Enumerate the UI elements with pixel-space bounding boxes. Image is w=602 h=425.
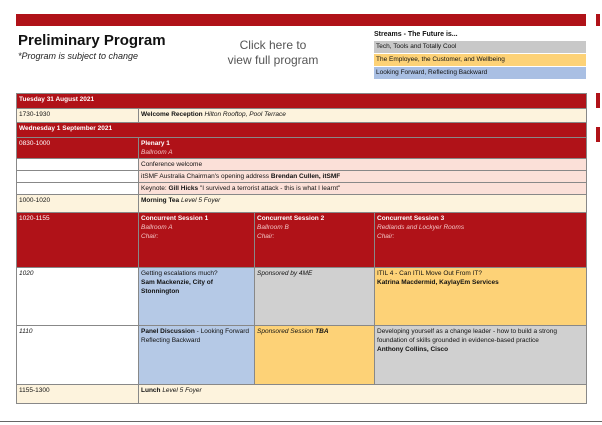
event-location: Hilton Rooftop, Pool Terrace: [204, 111, 286, 118]
keynote-quote: "I survived a terrorist attack - this is what I learnt": [199, 185, 341, 192]
page-title: Preliminary Program: [18, 32, 166, 49]
session-title: Concurrent Session 1: [141, 215, 209, 222]
session-speaker: Sam Mackenzie, City of Stonnington: [141, 279, 213, 295]
day-header: Tuesday 31 August 2021: [17, 94, 587, 109]
time-cell: 1020-1155: [17, 213, 139, 268]
table-row: [17, 109, 587, 123]
session-title: Concurrent Session 3: [377, 215, 445, 222]
slot-time: 1110: [19, 328, 33, 335]
event-title: Plenary 1: [141, 140, 170, 147]
session-header-cell: [375, 213, 587, 268]
session-cell: [139, 326, 255, 385]
session-chair: Chair:: [257, 233, 275, 240]
session-title: ITIL 4 - Can ITIL Move Out From IT?: [377, 270, 482, 277]
event-cell: [139, 171, 587, 183]
day-header-row: [17, 123, 587, 138]
table-row: [17, 183, 587, 195]
header-banner-strip: [16, 14, 586, 26]
session-title: Getting escalations much?: [141, 270, 218, 277]
event-title: Morning Tea: [141, 197, 180, 204]
streams-title: Streams - The Future is...: [374, 31, 458, 38]
link-line-2[interactable]: view full program: [227, 53, 319, 67]
time-cell: 1730-1930: [17, 109, 139, 123]
event-location: Level 5 Foyer: [162, 387, 202, 394]
session-header-cell: [255, 213, 375, 268]
event-cell: [139, 183, 587, 195]
program-table: [16, 93, 587, 404]
table-row: [17, 213, 587, 268]
table-row: [17, 159, 587, 171]
slot-time: 1020: [19, 270, 34, 277]
table-row: [17, 195, 587, 213]
day-header: Wednesday 1 September 2021: [17, 123, 587, 138]
session-title-rest: - Looking Forward Reflecting Backward: [141, 328, 250, 344]
time-cell: [17, 268, 139, 326]
table-row: [17, 385, 587, 404]
event-text: itSMF Australia Chairman's opening address: [141, 173, 270, 180]
session-cell: [255, 326, 375, 385]
stream-tech: Tech, Tools and Totally Cool: [374, 41, 586, 53]
session-chair: Chair:: [377, 233, 395, 240]
session-room: Redlands and Lockyer Rooms: [377, 224, 465, 231]
session-header-cell: [139, 213, 255, 268]
bottom-divider: [0, 421, 602, 422]
keynote-speaker: Gill Hicks: [168, 185, 199, 192]
session-cell: [139, 268, 255, 326]
table-row: [17, 138, 587, 159]
time-cell: [17, 171, 139, 183]
event-speaker: Brendan Cullen, itSMF: [270, 173, 341, 180]
event-cell: [139, 195, 587, 213]
session-room: Ballroom B: [257, 224, 289, 231]
session-speaker: Anthony Collins, Cisco: [377, 346, 449, 353]
event-title: Lunch: [141, 387, 161, 394]
event-cell: [139, 138, 587, 159]
session-title: Developing yourself as a change leader - how to build a strong foundation of skills grounded in evidence-based practice: [377, 328, 557, 344]
session-chair: Chair:: [141, 233, 159, 240]
right-edge-marker: [596, 14, 600, 26]
event-location: Level 5 Foyer: [180, 197, 221, 204]
stream-employee: The Employee, the Customer, and Wellbeing: [374, 54, 586, 66]
stream-looking-forward: Looking Forward, Reflecting Backward: [374, 67, 586, 79]
table-row: [17, 171, 587, 183]
session-sponsor: Sponsored Session: [257, 328, 314, 335]
link-line-1[interactable]: Click here to: [239, 38, 307, 52]
view-full-program-link[interactable]: [218, 38, 328, 68]
event-cell: Conference welcome: [139, 159, 587, 171]
time-cell: 1000-1020: [17, 195, 139, 213]
event-location: Ballroom A: [141, 149, 173, 156]
time-cell: [17, 159, 139, 171]
session-room: Ballroom A: [141, 224, 173, 231]
session-cell: [375, 268, 587, 326]
right-edge-marker: [596, 93, 600, 108]
time-cell: [17, 183, 139, 195]
right-edge-marker: [596, 127, 600, 142]
session-title: Concurrent Session 2: [257, 215, 325, 222]
session-sponsor-tbd: TBA: [315, 328, 329, 335]
event-cell: [139, 109, 587, 123]
session-cell: [375, 326, 587, 385]
session-speaker: Katrina Macdermid, KaylayEm Services: [377, 279, 499, 286]
table-row: [17, 268, 587, 326]
session-sponsor: Sponsored by 4ME: [257, 270, 313, 277]
streams-legend: [374, 30, 586, 79]
page-subtitle: *Program is subject to change: [18, 51, 139, 61]
event-title: Welcome Reception: [141, 111, 203, 118]
keynote-label: Keynote:: [141, 185, 167, 192]
session-title-bold: Panel Discussion: [141, 328, 195, 335]
time-cell: 1155-1300: [17, 385, 139, 404]
time-cell: 0830-1000: [17, 138, 139, 159]
time-cell: [17, 326, 139, 385]
day-header-row: [17, 94, 587, 109]
table-row: [17, 326, 587, 385]
event-cell: [139, 385, 587, 404]
session-cell: [255, 268, 375, 326]
